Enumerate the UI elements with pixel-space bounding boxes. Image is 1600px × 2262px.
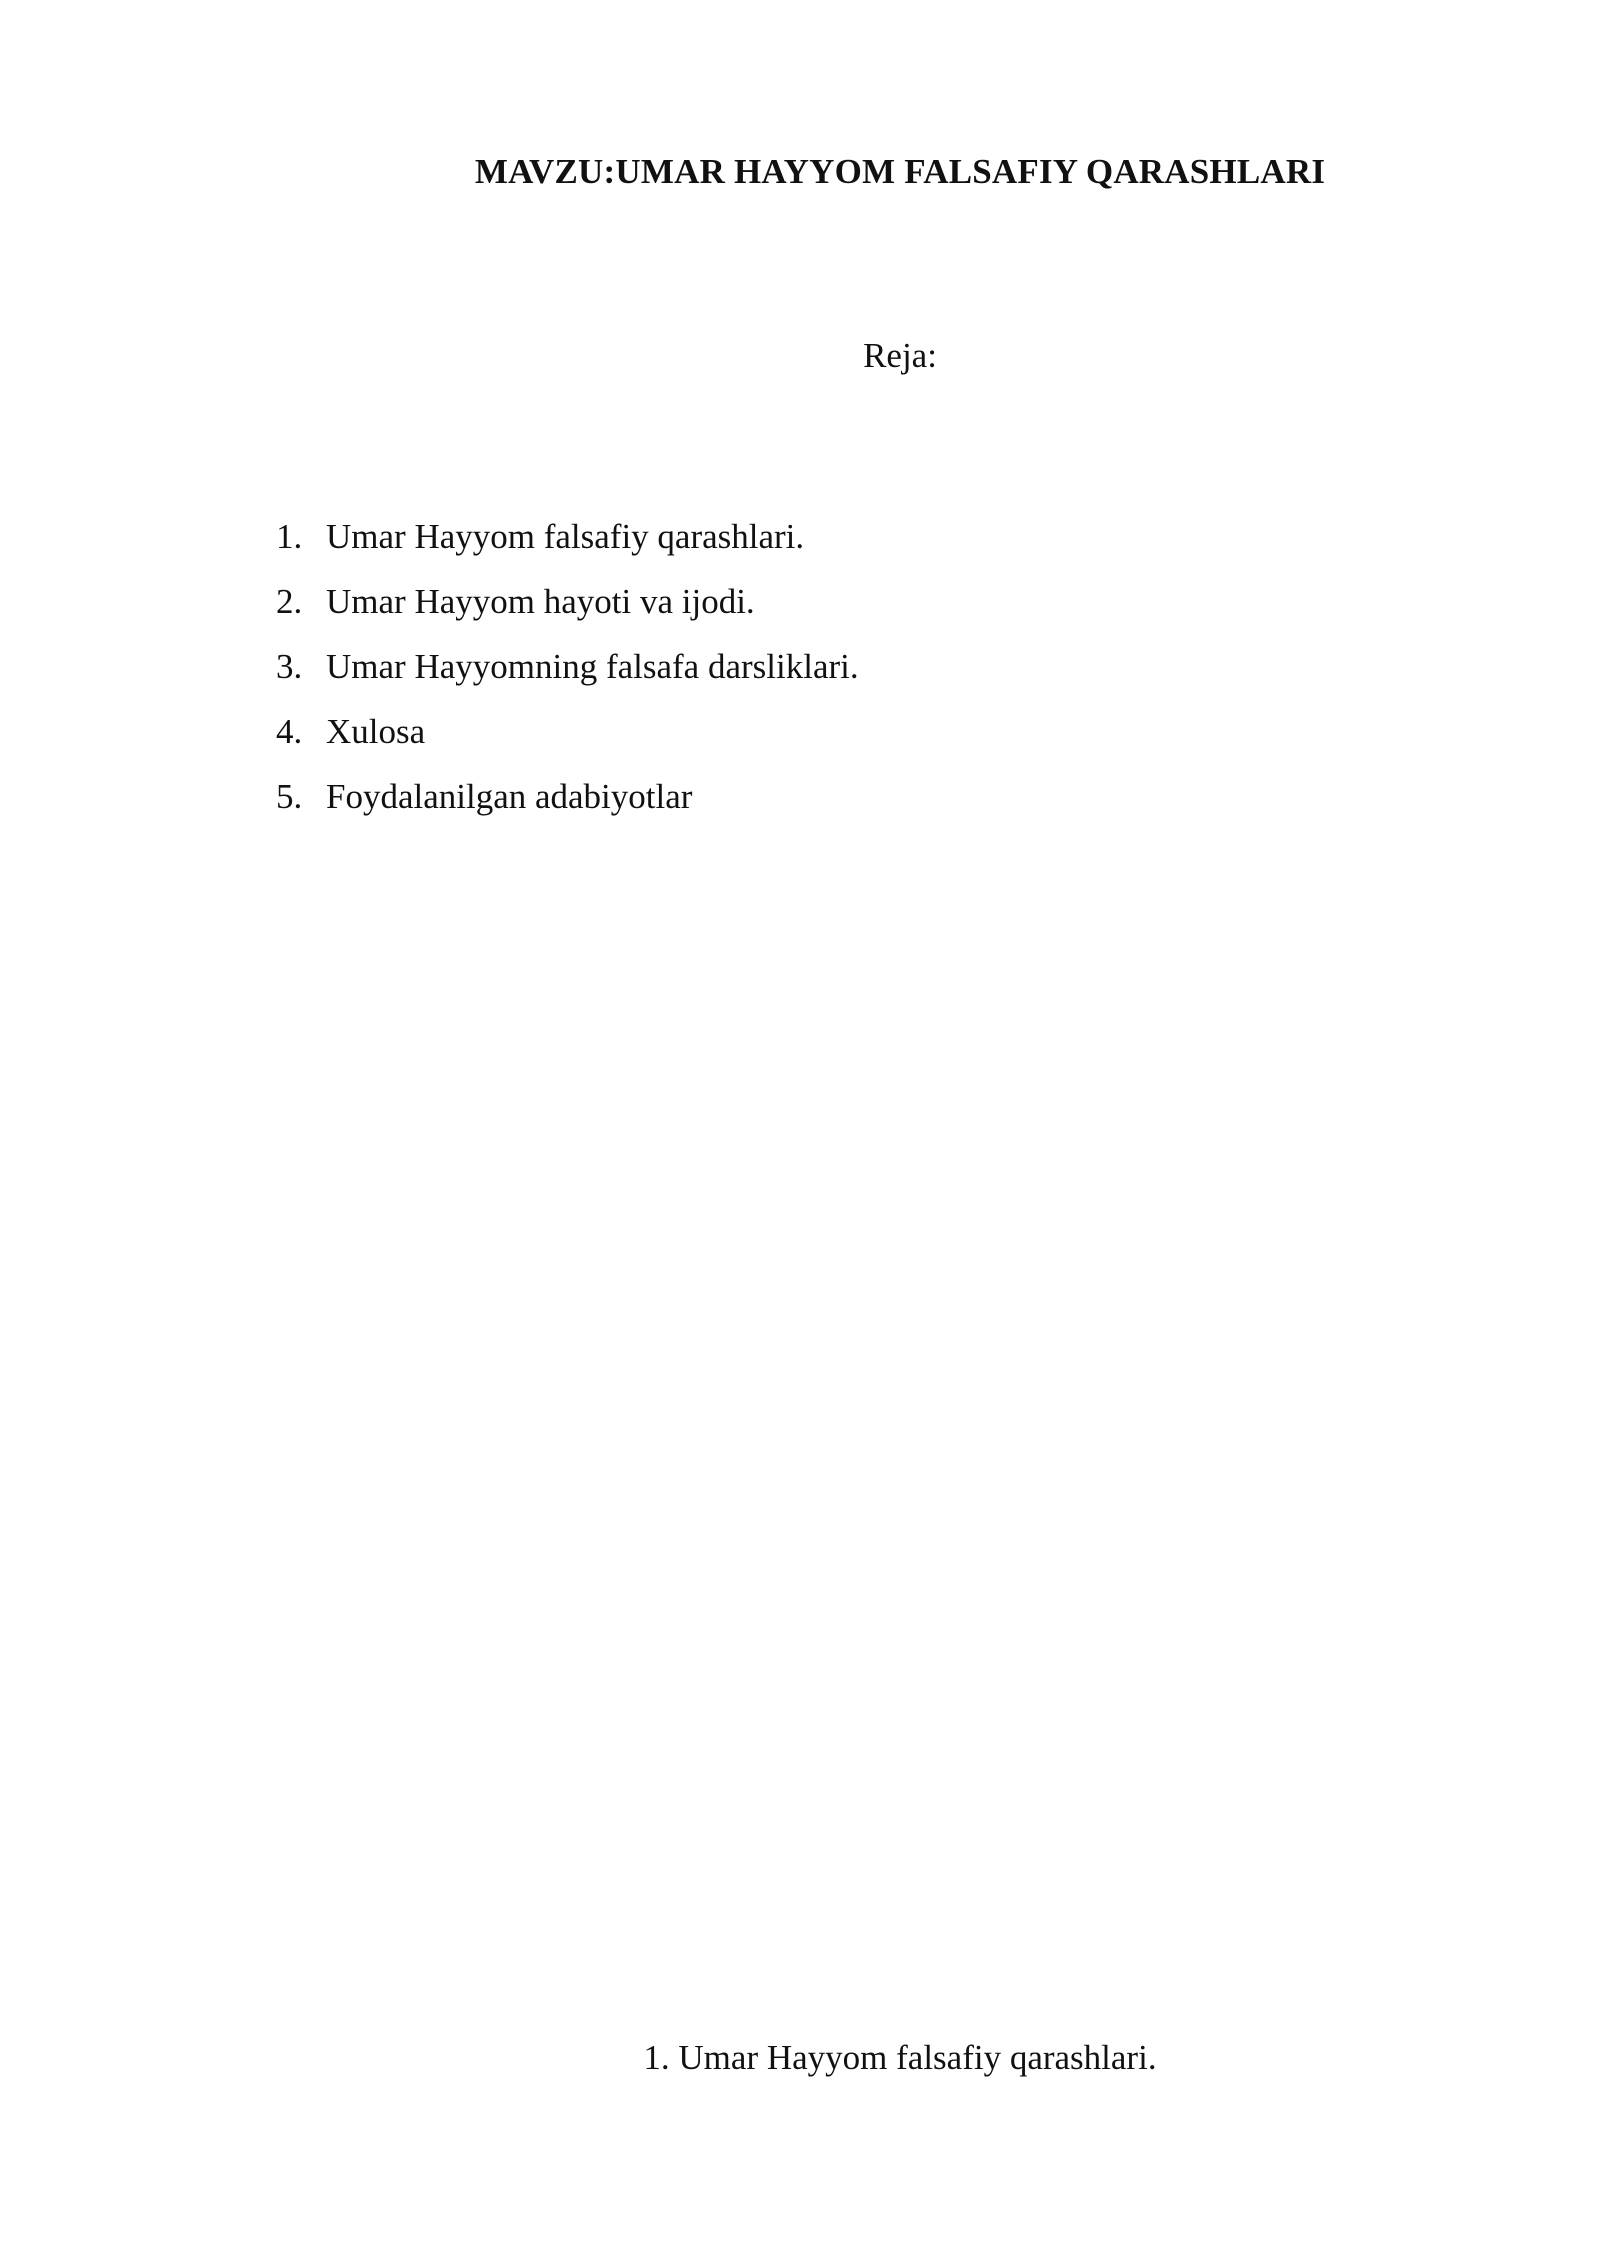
plan-heading: Reja:	[863, 336, 937, 375]
plan-item-number: 4.	[276, 712, 303, 751]
section-heading: 1. Umar Hayyom falsafiy qarashlari.	[643, 2038, 1157, 2077]
plan-item	[276, 707, 859, 772]
plan-item-number: 1.	[276, 517, 303, 556]
plan-item	[276, 512, 859, 577]
plan-item	[276, 642, 859, 707]
plan-item-text: Foydalanilgan adabiyotlar	[326, 777, 693, 816]
plan-item-number: 2.	[276, 582, 303, 621]
plan-item-text: Umar Hayyom hayoti va ijodi.	[326, 582, 755, 621]
document-title: MAVZU:UMAR HAYYOM FALSAFIY QARASHLARI	[474, 152, 1326, 191]
plan-item	[276, 772, 859, 837]
plan-item-text: Umar Hayyom falsafiy qarashlari.	[326, 517, 805, 556]
plan-item-number: 3.	[276, 647, 303, 686]
plan-item	[276, 577, 859, 642]
plan-item-number: 5.	[276, 777, 303, 816]
plan-list	[276, 512, 859, 837]
plan-item-text: Xulosa	[326, 712, 426, 751]
plan-item-text: Umar Hayyomning falsafa darsliklari.	[326, 647, 859, 686]
